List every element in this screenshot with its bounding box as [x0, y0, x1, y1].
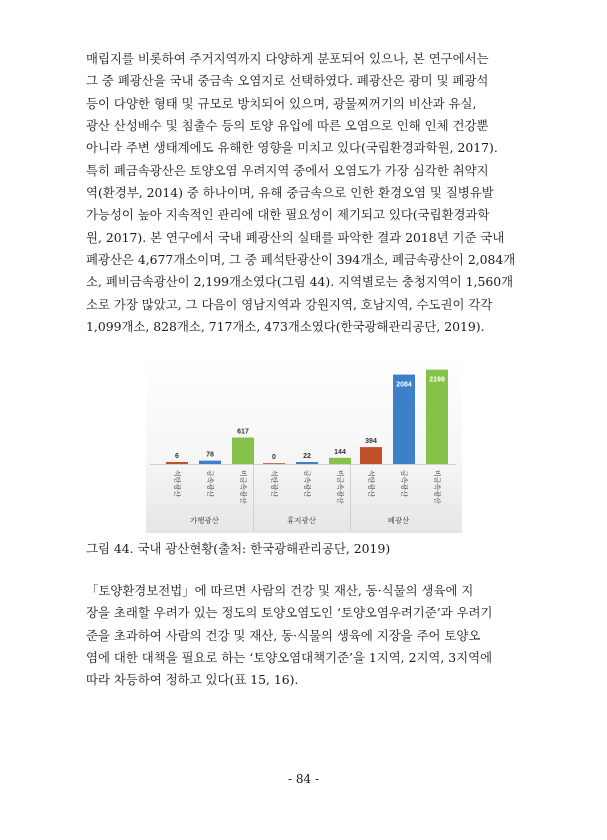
group-label: 휴지광산	[287, 516, 316, 525]
category-label: 석탄광산	[367, 470, 375, 498]
text-line: 등이 다양한 형태 및 규모로 방치되어 있으며, 광물찌꺼기의 비산과 유실,	[86, 95, 477, 111]
bar-value-label: 2084	[396, 381, 412, 389]
bar	[199, 461, 221, 464]
category-label: 비금속광산	[239, 470, 247, 504]
bar-value-label: 2199	[429, 376, 445, 384]
text-line: 매립지를 비롯하여 주거지역까지 다양하게 분포되어 있으나, 본 연구에서는	[86, 51, 489, 66]
text-line: 폐광산은 4,677개소이며, 그 중 폐석탄광산이 394개소, 폐금속광산이 2,084개	[86, 252, 516, 268]
group-label: 가행광산	[190, 516, 219, 525]
text-line: 준을 초과하여 사람의 건강 및 재산, 동·식물의 생육에 지장을 주어 토양오	[86, 627, 481, 643]
bar	[296, 462, 318, 464]
text-line: 장을 초래할 우려가 있는 정도의 토양오염도인 ‘토양오염우려기준’과 우려기	[86, 605, 493, 621]
text-line: 특히 폐금속광산은 토양오염 우려지역 중에서 오염도가 가장 심각한 취약지	[86, 162, 489, 178]
text-line: 「토양환경보전법」에 따르면 사람의 건강 및 재산, 동·식물의 생육에 지	[86, 583, 474, 598]
bar-value-label: 22	[303, 453, 311, 460]
bar-value-label: 0	[272, 454, 276, 462]
bar-chart-svg	[146, 353, 462, 533]
text-line: 가능성이 높아 지속적인 관리에 대한 필요성이 제기되고 있다(국립환경과학	[86, 207, 490, 223]
text-line: 소로 가장 많았고, 그 다음이 영남지역과 강원지역, 호남지역, 수도권이 각각	[86, 296, 493, 312]
bar	[232, 438, 254, 464]
category-label: 금속광산	[206, 470, 214, 498]
body-paragraph-1	[86, 48, 526, 338]
bar-value-label: 617	[237, 428, 249, 436]
text-line: 소, 폐비금속광산이 2,199개소였다(그림 44). 지역별로는 충청지역이 1,560개	[86, 274, 514, 290]
category-label: 금속광산	[400, 470, 408, 498]
bar-value-label: 6	[175, 453, 179, 460]
bar	[263, 463, 285, 464]
body-paragraph-2	[86, 580, 526, 692]
text-line: 역(환경부, 2014) 중 하나이며, 유해 중금속으로 인한 환경오염 및 질병유발	[86, 185, 494, 201]
text-line: 광산 산성배수 및 침출수 등의 토양 유입에 따른 오염으로 인해 인체 건강뿐	[86, 118, 489, 134]
bar-value-label: 78	[206, 451, 214, 459]
bar	[360, 447, 382, 464]
category-label: 석탄광산	[173, 470, 181, 498]
figure-caption: 그림 44. 국내 광산현황(출처: 한국광해관리공단, 2019)	[86, 541, 391, 556]
text-line: 그 중 폐광산을 국내 중금속 오염지로 선택하였다. 폐광산은 광미 및 폐광석	[86, 73, 489, 89]
text-line: 1,099개소, 828개소, 717개소, 473개소였다(한국광해관리공단, 2019).	[86, 319, 485, 335]
category-label: 비금속광산	[433, 470, 441, 504]
text-line: 원, 2017). 본 연구에서 국내 폐광산의 실태를 파악한 결과 2018년 기준 국내	[86, 229, 505, 245]
bar	[166, 462, 188, 464]
category-label: 비금속광산	[336, 470, 344, 504]
group-label: 폐광산	[387, 516, 410, 525]
category-label: 금속광산	[303, 470, 311, 498]
category-label: 석탄광산	[270, 470, 278, 498]
page-number: - 84 -	[287, 772, 319, 786]
bar-value-label: 144	[334, 448, 346, 456]
text-line: 염에 대한 대책을 필요로 하는 ‘토양오염대책기준’을 1지역, 2지역, 3지역에	[86, 650, 493, 666]
bar-value-label: 394	[365, 438, 377, 446]
text-line: 아니라 주변 생태계에도 유해한 영향을 미치고 있다(국립환경과학원, 2017).	[86, 140, 498, 156]
bar	[329, 458, 351, 464]
bar	[426, 370, 448, 464]
mine-status-chart	[146, 353, 462, 533]
text-line: 따라 차등하여 정하고 있다(표 15, 16).	[86, 672, 299, 688]
